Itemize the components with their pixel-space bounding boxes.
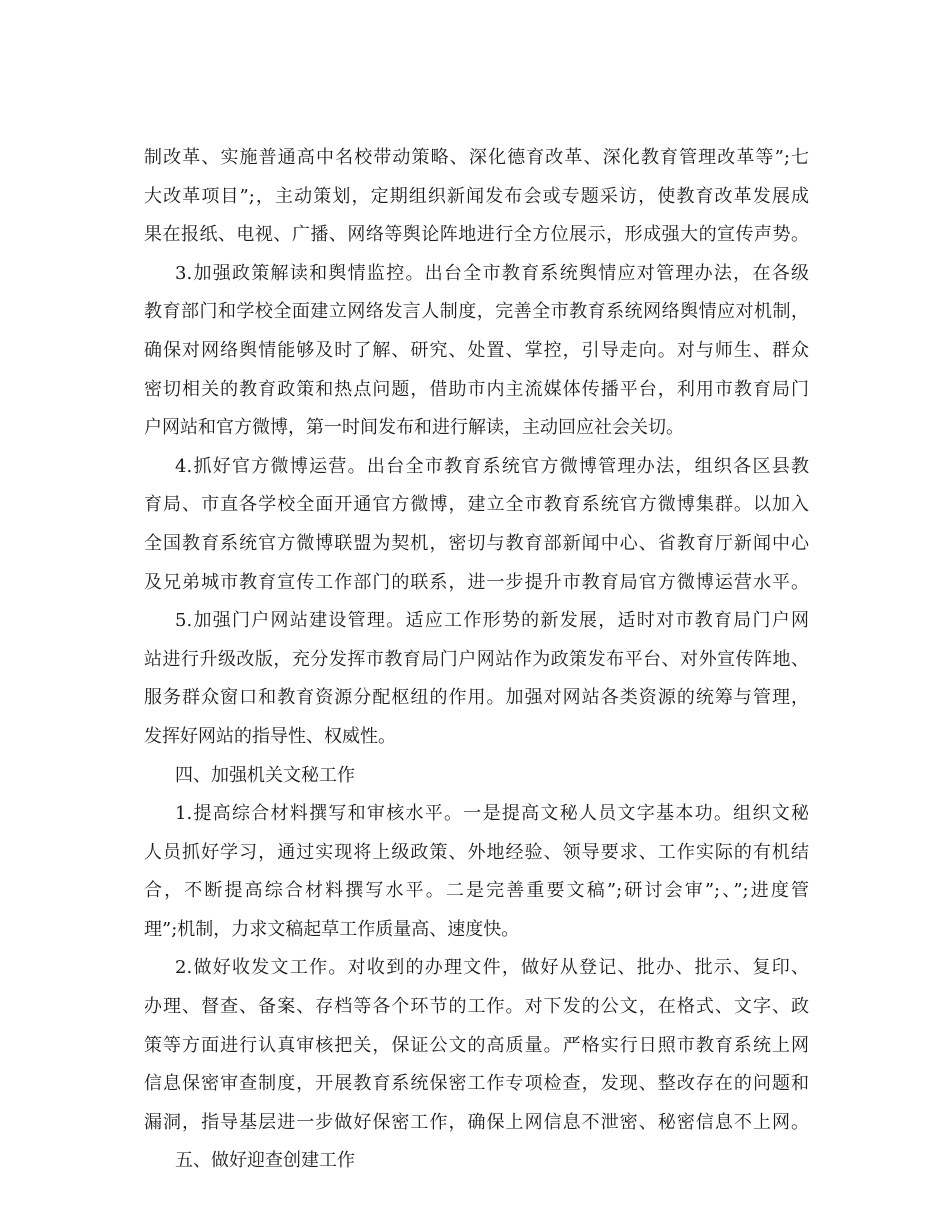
text-line: 5.加强门户网站建设管理。适应工作形势的新发展，适时对市教育局门户网	[175, 610, 809, 632]
text-line: 户网站和官方微博，第一时间发布和进行解读，主动回应社会关切。	[144, 417, 684, 439]
text-line: 办理、督查、备案、存档等各个环节的工作。对下发的公文，在格式、文字、政	[144, 996, 809, 1018]
text-line: 1.提高综合材料撰写和审核水平。一是提高文秘人员文字基本功。组织文秘	[175, 803, 809, 825]
text-line: 理”;机制，力求文稿起草工作质量高、速度快。	[144, 918, 520, 940]
text-line: 4.抓好官方微博运营。出台全市教育系统官方微博管理办法，组织各区县教	[175, 455, 809, 477]
section-heading: 四、加强机关文秘工作	[175, 764, 355, 786]
document-body	[144, 139, 809, 1181]
text-line: 教育部门和学校全面建立网络发言人制度，完善全市教育系统网络舆情应对机制，	[144, 301, 809, 323]
text-line: 确保对网络舆情能够及时了解、研究、处置、掌控，引导走向。对与师生、群众	[144, 339, 809, 361]
text-line: 制改革、实施普通高中名校带动策略、深化德育改革、深化教育管理改革等”;七	[144, 147, 809, 168]
text-line: 育局、市直各学校全面开通官方微博，建立全市教育系统官方微博集群。以加入	[144, 494, 809, 516]
text-line: 漏洞，指导基层进一步做好保密工作，确保上网信息不泄密、秘密信息不上网。	[144, 1111, 809, 1133]
text-line: 密切相关的教育政策和热点问题，借助市内主流媒体传播平台，利用市教育局门	[144, 378, 809, 400]
text-line: 全国教育系统官方微博联盟为契机，密切与教育部新闻中心、省教育厅新闻中心	[144, 532, 809, 554]
text-line: 果在报纸、电视、广播、网络等舆论阵地进行全方位展示，形成强大的宣传声势。	[144, 224, 809, 246]
text-line: 站进行升级改版，充分发挥市教育局门户网站作为政策发布平台、对外宣传阵地、	[144, 648, 809, 670]
text-line: 人员抓好学习，通过实现将上级政策、外地经验、领导要求、工作实际的有机结	[144, 841, 809, 863]
text-line: 策等方面进行认真审核把关，保证公文的高质量。严格实行日照市教育系统上网	[144, 1034, 809, 1056]
text-line: 发挥好网站的指导性、权威性。	[144, 725, 396, 747]
text-line: 及兄弟城市教育宣传工作部门的联系，进一步提升市教育局官方微博运营水平。	[144, 571, 809, 593]
text-line: 服务群众窗口和教育资源分配枢纽的作用。加强对网站各类资源的统筹与管理，	[144, 687, 809, 709]
text-line: 合，不断提高综合材料撰写水平。二是完善重要文稿”;研讨会审”;、”;进度管	[144, 880, 809, 902]
text-line: 2.做好收发文工作。对收到的办理文件，做好从登记、批办、批示、复印、	[175, 957, 809, 979]
text-line: 大改革项目”;，主动策划，定期组织新闻发布会或专题采访，使教育改革发展成	[144, 185, 809, 207]
text-line: 3.加强政策解读和舆情监控。出台全市教育系统舆情应对管理办法，在各级	[175, 262, 809, 284]
section-heading: 五、做好迎查创建工作	[175, 1150, 355, 1172]
text-line: 信息保密审查制度，开展教育系统保密工作专项检查，发现、整改存在的问题和	[144, 1073, 809, 1095]
